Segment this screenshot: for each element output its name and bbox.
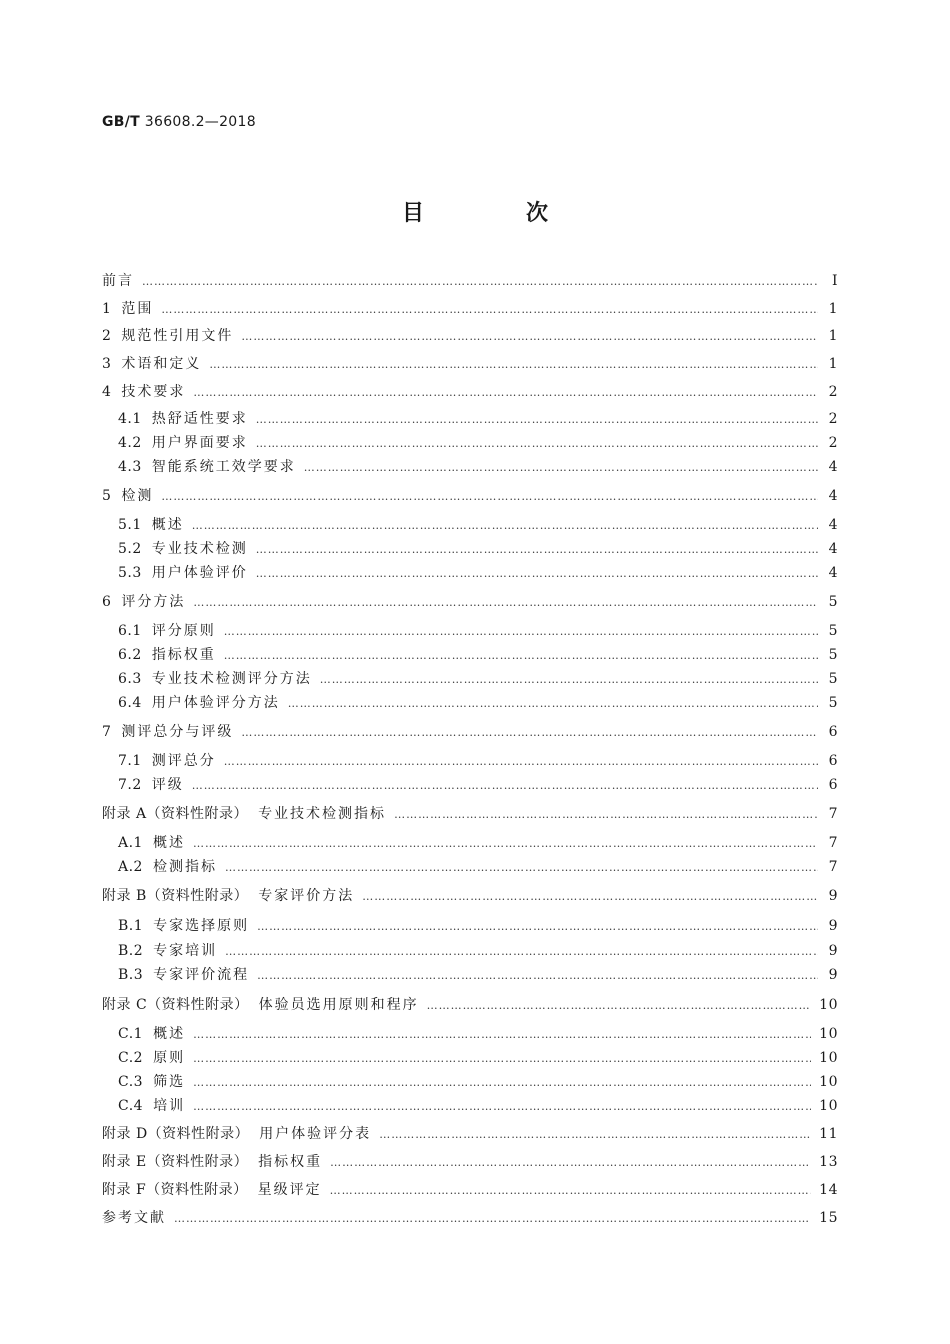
toc-entry-number: 附录 A（资料性附录） [102, 806, 249, 822]
toc-leader-dots [161, 299, 818, 321]
toc-entry-page: 10 [819, 1050, 838, 1066]
standard-code [102, 114, 256, 130]
toc-entry[interactable] [118, 644, 838, 666]
standard-code-prefix: GB/T [102, 114, 141, 130]
toc-entry-page: Ⅰ [831, 273, 838, 289]
toc-entry-page: 4 [828, 517, 838, 533]
toc-entry[interactable] [102, 298, 838, 320]
toc-leader-dots [304, 457, 818, 479]
toc-entry-page: 4 [828, 565, 838, 581]
toc-entry-label: 评分方法 [121, 594, 186, 610]
toc-entry-page: 7 [828, 859, 838, 875]
toc-entry-label: 检测 [121, 488, 154, 504]
toc-entry[interactable] [118, 940, 838, 962]
toc-entry-page: 9 [828, 967, 838, 983]
standard-code-number: 36608.2—2018 [144, 114, 256, 130]
toc-leader-dots [161, 486, 818, 508]
toc-entry-number: 6 [102, 594, 112, 610]
toc-entry[interactable] [118, 668, 838, 690]
toc-entry[interactable] [102, 591, 838, 613]
toc-entry[interactable] [102, 353, 838, 375]
toc-entry-page: 9 [828, 918, 838, 934]
toc-entry[interactable] [118, 456, 838, 478]
toc-entry-label: 范围 [121, 301, 154, 317]
toc-entry-label: 评分原则 [151, 623, 216, 639]
toc-leader-dots [288, 693, 818, 715]
toc-entry-page: 7 [828, 806, 838, 822]
toc-entry[interactable] [102, 1151, 838, 1173]
toc-leader-dots [224, 621, 818, 643]
toc-entry-number: 4.3 [118, 459, 142, 475]
toc-entry-label: 热舒适性要求 [151, 411, 248, 427]
page-title: 目 次 [401, 201, 588, 226]
toc-entry[interactable] [102, 485, 838, 507]
toc-entry-page: 5 [828, 647, 838, 663]
toc-entry-number: C.1 [118, 1026, 144, 1042]
toc-entry[interactable] [118, 1023, 838, 1045]
toc-entry[interactable] [118, 1071, 838, 1093]
toc-entry-label: 用户体验评分方法 [151, 695, 280, 711]
toc-leader-dots [193, 1024, 811, 1046]
toc-entry-number: B.1 [118, 918, 144, 934]
toc-entry-number: 7.1 [118, 753, 142, 769]
toc-entry-number: A.2 [118, 859, 143, 875]
toc-entry[interactable] [118, 620, 838, 642]
toc-entry-page: 10 [819, 1098, 838, 1114]
toc-leader-dots [224, 645, 818, 667]
toc-entry-label: 术语和定义 [121, 356, 202, 372]
toc-entry-page: 9 [828, 888, 838, 904]
toc-entry-page: 7 [828, 835, 838, 851]
toc-entry-label: 星级评定 [257, 1182, 322, 1198]
toc-entry-label: 指标权重 [151, 647, 216, 663]
toc-leader-dots [193, 1072, 811, 1094]
toc-entry-number: 附录 F（资料性附录） [102, 1182, 248, 1198]
toc-entry-page: 6 [828, 777, 838, 793]
toc-entry[interactable] [118, 692, 838, 714]
toc-leader-dots [330, 1152, 811, 1174]
toc-entry-page: 15 [819, 1210, 838, 1226]
toc-entry-label: 用户体验评价 [151, 565, 248, 581]
toc-entry-label: 测评总分与评级 [121, 724, 234, 740]
toc-entry[interactable] [118, 538, 838, 560]
toc-entry-page: 1 [828, 301, 838, 317]
toc-entry-number: 4.1 [118, 411, 142, 427]
toc-entry-number: B.2 [118, 943, 144, 959]
toc-leader-dots [174, 1208, 811, 1230]
toc-entry[interactable] [102, 803, 838, 825]
toc-entry-number: C.4 [118, 1098, 144, 1114]
toc-entry-label: 专业技术检测指标 [258, 806, 387, 822]
toc-entry-label: 筛选 [153, 1074, 186, 1090]
toc-leader-dots [225, 941, 818, 963]
toc-entry-label: 专业技术检测 [151, 541, 248, 557]
toc-entry-number: 6.1 [118, 623, 142, 639]
toc-entry-page: 6 [828, 753, 838, 769]
toc-entry-number: 5.1 [118, 517, 142, 533]
toc-leader-dots [256, 539, 818, 561]
toc-entry-number: 3 [102, 356, 112, 372]
toc-entry[interactable] [102, 325, 838, 347]
toc-entry[interactable] [118, 774, 838, 796]
toc-entry-label: 专家评价流程 [153, 967, 250, 983]
toc-entry[interactable] [118, 562, 838, 584]
toc-entry-number: 6.3 [118, 671, 142, 687]
toc-leader-dots [257, 965, 818, 987]
toc-entry[interactable] [118, 432, 838, 454]
toc-entry-number: A.1 [118, 835, 143, 851]
toc-leader-dots [209, 354, 818, 376]
toc-entry-number: 5.3 [118, 565, 142, 581]
toc-entry-page: 1 [828, 328, 838, 344]
toc-entry-number: C.2 [118, 1050, 144, 1066]
toc-leader-dots [362, 886, 818, 908]
toc-leader-dots [142, 271, 818, 293]
toc-leader-dots [256, 563, 818, 585]
toc-leader-dots [394, 804, 818, 826]
toc-entry-page: 13 [819, 1154, 838, 1170]
toc-entry[interactable] [118, 408, 838, 430]
toc-entry-label: 参考文献 [102, 1210, 166, 1226]
toc-entry-number: 附录 E（资料性附录） [102, 1154, 249, 1170]
toc-leader-dots [193, 1048, 811, 1070]
toc-entry[interactable] [118, 964, 838, 986]
toc-leader-dots [330, 1180, 812, 1202]
toc-entry-page: 2 [828, 435, 838, 451]
toc-entry[interactable] [102, 1207, 838, 1229]
toc-entry[interactable] [102, 885, 838, 907]
toc-entry[interactable] [118, 832, 838, 854]
toc-entry-page: 2 [828, 384, 838, 400]
toc-entry-label: 检测指标 [152, 859, 217, 875]
toc-leader-dots [256, 433, 818, 455]
toc-entry-number: 5 [102, 488, 112, 504]
toc-entry[interactable] [118, 1047, 838, 1069]
toc-leader-dots [257, 916, 818, 938]
toc-entry-label: 用户界面要求 [151, 435, 248, 451]
toc-entry-label: 测评总分 [151, 753, 216, 769]
toc-entry-number: 5.2 [118, 541, 142, 557]
toc-entry-page: 2 [828, 411, 838, 427]
toc-entry[interactable] [118, 514, 838, 536]
toc-entry-label: 指标权重 [258, 1154, 323, 1170]
toc-entry-label: 智能系统工效学要求 [151, 459, 296, 475]
toc-entry-label: 评级 [151, 777, 184, 793]
toc-leader-dots [193, 592, 818, 614]
toc-leader-dots [224, 751, 818, 773]
toc-entry-page: 10 [819, 1026, 838, 1042]
toc-entry-number: 6.2 [118, 647, 142, 663]
toc-entry-label: 概述 [153, 1026, 186, 1042]
toc-entry-label: 专家培训 [153, 943, 218, 959]
toc-leader-dots [241, 326, 818, 348]
toc-entry-number: B.3 [118, 967, 144, 983]
toc-entry[interactable] [102, 381, 838, 403]
toc-entry-number: 6.4 [118, 695, 142, 711]
toc-entry-number: 4 [102, 384, 112, 400]
toc-entry[interactable] [102, 1123, 838, 1145]
toc-entry-page: 5 [828, 671, 838, 687]
toc-entry-label: 体验员选用原则和程序 [258, 997, 419, 1013]
toc-entry-page: 10 [819, 997, 838, 1013]
toc-entry[interactable] [118, 750, 838, 772]
toc-entry-label: 前言 [102, 273, 134, 289]
toc-entry-label: 原则 [153, 1050, 186, 1066]
toc-entry-number: 7 [102, 724, 112, 740]
toc-entry-number: C.3 [118, 1074, 144, 1090]
toc-entry-page: 4 [828, 459, 838, 475]
toc-leader-dots [256, 409, 818, 431]
toc-entry-page: 14 [819, 1182, 838, 1198]
toc-leader-dots [241, 722, 818, 744]
toc-leader-dots [193, 833, 818, 855]
toc-entry-page: 9 [828, 943, 838, 959]
toc-entry[interactable] [102, 270, 838, 292]
toc-entry-label: 专家选择原则 [153, 918, 250, 934]
toc-entry-number: 7.2 [118, 777, 142, 793]
toc-entry[interactable] [102, 721, 838, 743]
toc-entry-label: 概述 [151, 517, 184, 533]
toc-entry-page: 4 [828, 488, 838, 504]
toc-entry-number: 附录 C（资料性附录） [102, 997, 249, 1013]
toc-entry[interactable] [118, 856, 838, 878]
toc-entry-page: 5 [828, 623, 838, 639]
toc-entry-page: 10 [819, 1074, 838, 1090]
toc-entry[interactable] [118, 1095, 838, 1117]
toc-leader-dots [320, 669, 818, 691]
toc-leader-dots [225, 857, 818, 879]
toc-entry-label: 专家评价方法 [258, 888, 355, 904]
toc-entry-page: 5 [828, 695, 838, 711]
toc-entry[interactable] [102, 1179, 838, 1201]
toc-leader-dots [192, 515, 818, 537]
toc-entry-number: 附录 D（资料性附录） [102, 1126, 250, 1142]
toc-entry-label: 规范性引用文件 [121, 328, 234, 344]
toc-leader-dots [193, 382, 818, 404]
toc-leader-dots [192, 775, 818, 797]
toc-entry-label: 用户体验评分表 [259, 1126, 372, 1142]
toc-entry-page: 1 [828, 356, 838, 372]
toc-entry-label: 培训 [153, 1098, 186, 1114]
toc-entry-label: 技术要求 [121, 384, 186, 400]
toc-leader-dots [193, 1096, 811, 1118]
toc-entry-page: 6 [828, 724, 838, 740]
toc-entry[interactable] [118, 915, 838, 937]
toc-entry-page: 11 [819, 1126, 838, 1142]
toc-entry-number: 2 [102, 328, 112, 344]
toc-entry-label: 概述 [152, 835, 185, 851]
toc-entry-label: 专业技术检测评分方法 [151, 671, 312, 687]
toc-leader-dots [427, 995, 812, 1017]
toc-entry-page: 5 [828, 594, 838, 610]
toc-entry-page: 4 [828, 541, 838, 557]
toc-entry-number: 4.2 [118, 435, 142, 451]
toc-leader-dots [379, 1124, 811, 1146]
toc-entry[interactable] [102, 994, 838, 1016]
toc-entry-number: 1 [102, 301, 112, 317]
toc-entry-number: 附录 B（资料性附录） [102, 888, 249, 904]
